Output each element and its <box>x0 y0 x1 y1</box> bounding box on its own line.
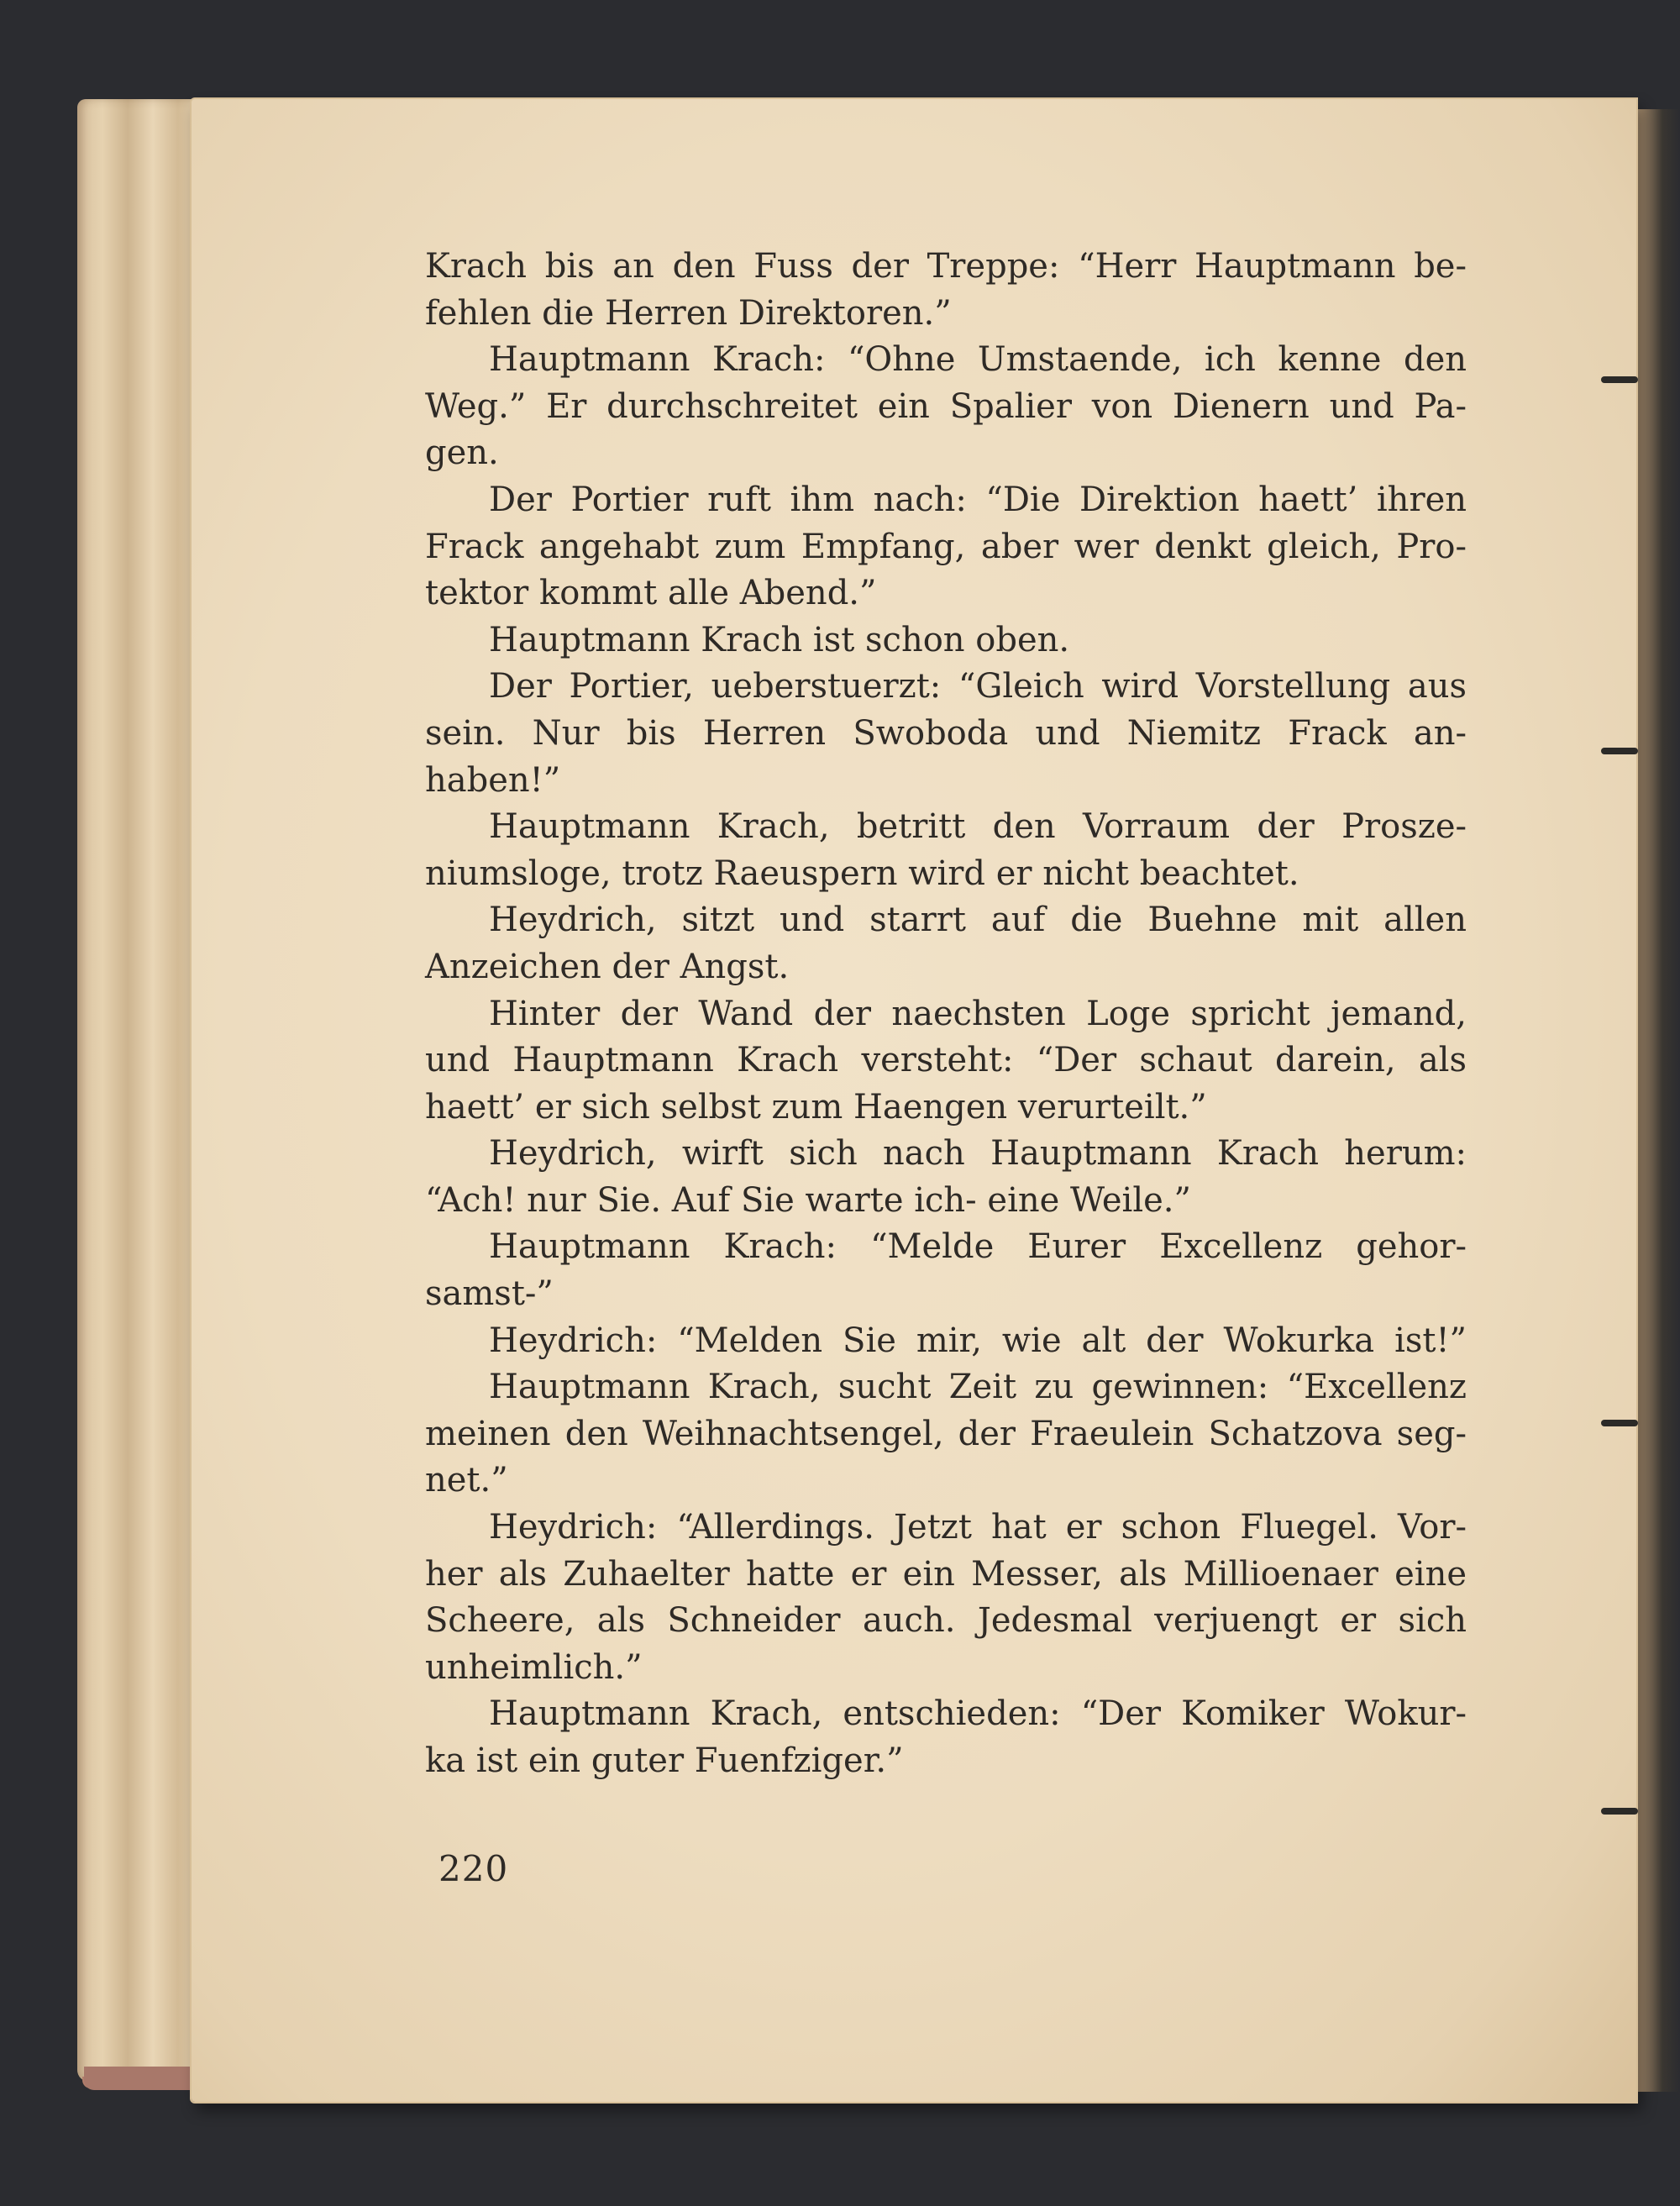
text-line: Hauptmann Krach: “Melde Eurer Excellenz gehor- <box>489 1227 1467 1267</box>
text-line: fehlen die Herren Direktoren.” <box>425 293 952 333</box>
text-line: gen. <box>425 433 499 473</box>
text-line: Hinter der Wand der naechsten Loge spricht jemand, <box>489 994 1467 1033</box>
text-line: haben!” <box>425 760 561 800</box>
text-line: “Ach! nur Sie. Auf Sie warte ich- eine Weile.” <box>425 1180 1191 1220</box>
book-page-edges <box>77 99 203 2082</box>
text-line: samst-” <box>425 1274 554 1314</box>
page-body-text <box>425 244 1467 1785</box>
text-line: her als Zuhaelter hatte er ein Messer, als Millioenaer eine <box>425 1554 1467 1594</box>
text-line: haett’ er sich selbst zum Haengen verurteilt.” <box>425 1087 1207 1127</box>
text-line: Heydrich, sitzt und starrt auf die Buehne mit allen <box>489 901 1467 940</box>
text-line: niumsloge, trotz Raeuspern wird er nicht beachtet. <box>425 854 1299 893</box>
text-line: Weg.” Er durchschreitet ein Spalier von Dienern und Pa- <box>425 386 1467 426</box>
binding-stitch <box>1601 376 1638 383</box>
binding-stitch <box>1601 1420 1638 1426</box>
page-number: 220 <box>438 1848 509 1889</box>
text-line: Scheere, als Schneider auch. Jedesmal verjuengt er sich <box>425 1601 1467 1641</box>
text-line: Der Portier ruft ihm nach: “Die Direktion haett’ ihren <box>489 480 1467 519</box>
text-line: und Hauptmann Krach versteht: “Der schaut darein, als <box>425 1041 1467 1080</box>
text-line: Hauptmann Krach ist schon oben. <box>489 620 1070 659</box>
text-line: Hauptmann Krach, betritt den Vorraum der Prosze- <box>489 807 1467 847</box>
text-line: Hauptmann Krach: “Ohne Umstaende, ich kenne den <box>489 340 1467 380</box>
text-line: Heydrich, wirft sich nach Hauptmann Krach herum: <box>489 1134 1467 1174</box>
text-line: Heydrich: “Melden Sie mir, wie alt der Wokurka ist!” <box>489 1321 1467 1360</box>
text-line: Hauptmann Krach, sucht Zeit zu gewinnen: “Excellenz <box>489 1368 1467 1407</box>
text-line: meinen den Weihnachtsengel, der Fraeulein Schatzova seg- <box>425 1414 1467 1453</box>
text-line: Der Portier, ueberstuerzt: “Gleich wird Vorstellung aus <box>489 667 1467 706</box>
text-line: unheimlich.” <box>425 1647 643 1687</box>
text-line: Heydrich: “Allerdings. Jetzt hat er schon Fluegel. Vor- <box>489 1508 1467 1547</box>
text-line: Frack angehabt zum Empfang, aber wer denkt gleich, Pro- <box>425 527 1467 566</box>
text-line: Krach bis an den Fuss der Treppe: “Herr Hauptmann be- <box>425 247 1467 286</box>
text-line: ka ist ein guter Fuenfziger.” <box>425 1741 904 1780</box>
binding-stitch <box>1601 1808 1638 1815</box>
text-line: tektor kommt alle Abend.” <box>425 574 877 613</box>
text-line: Anzeichen der Angst. <box>425 947 790 986</box>
text-line: sein. Nur bis Herren Swoboda und Niemitz Frack an- <box>425 713 1467 753</box>
text-line: Hauptmann Krach, entschieden: “Der Komiker Wokur- <box>489 1694 1467 1734</box>
binding-stitch <box>1601 748 1638 754</box>
text-line: net.” <box>425 1461 508 1500</box>
